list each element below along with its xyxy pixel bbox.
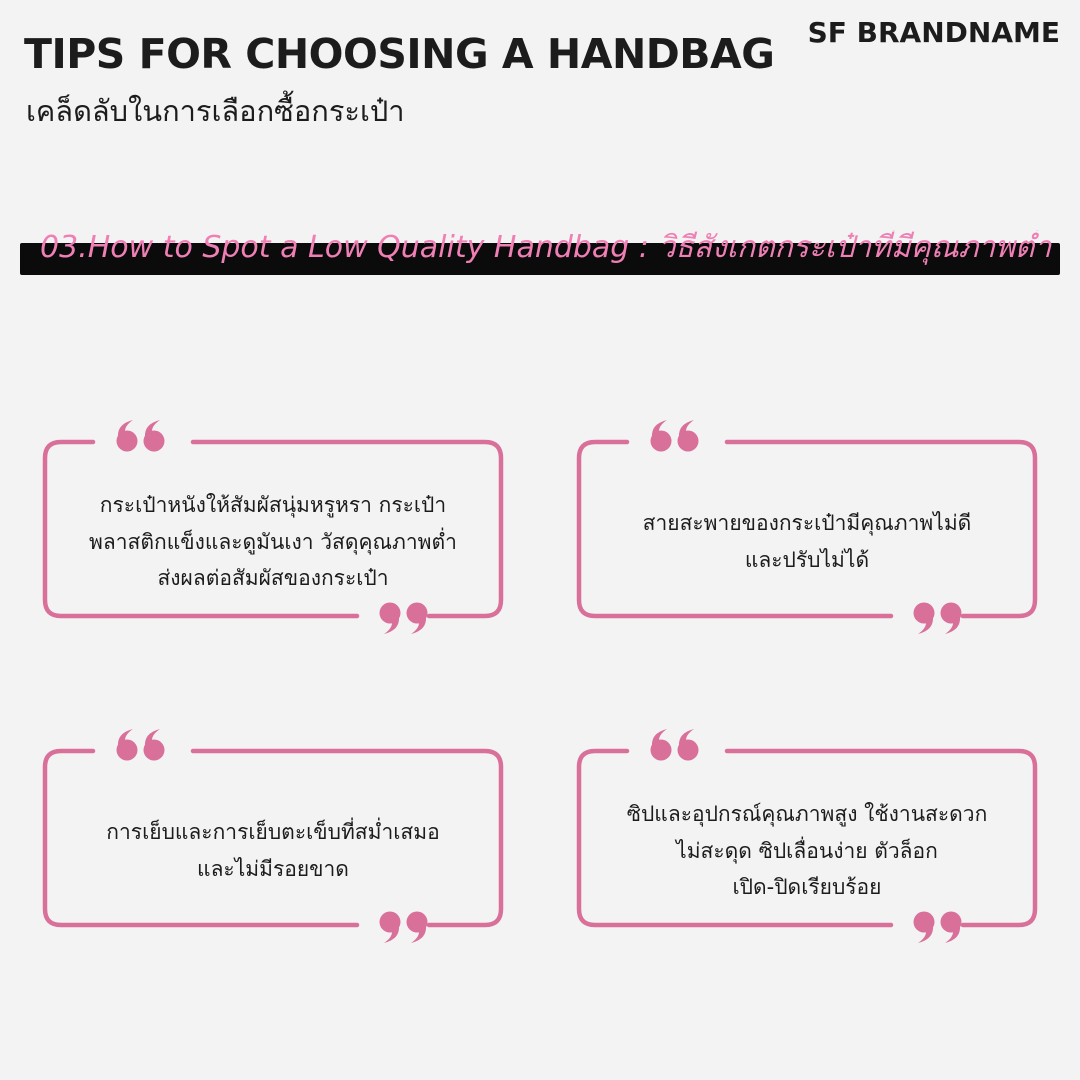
tip-card [45,729,539,931]
tip-text: สายสะพายของกระเป๋ามีคุณภาพไม่ดี และปรับไม่ได้ [642,511,972,572]
tip-text: กระเป๋าหนังให้สัมผัสนุ่มหรูหรา กระเป๋า พลาสติกแข็งและดูมันเงา วัสดุคุณภาพต่ำ ส่งผลต่อสัมผัสของกระเป๋า [89,492,457,591]
tip-text: การเย็บและการเย็บตะเข็บที่สม่ำเสมอ และไม่มีรอยขาด [106,820,440,881]
tip-card [45,420,539,622]
tip-card [579,420,1073,622]
tip-card [579,729,1073,931]
page-title: TIPS FOR CHOOSING A HANDBAG [24,30,775,78]
tip-text: ซิปและอุปกรณ์คุณภาพสูง ใช้งานสะดวก ไม่สะดุด ซิปเลื่อนง่าย ตัวล็อก เปิด-ปิดเรียบร้อย [626,801,988,900]
open-quote-icon [651,729,699,761]
open-quote-icon [651,420,699,452]
section-heading: 03.How to Spot a Low Quality Handbag : วิธีสังเกตกระเป๋าที่มีคุณภาพต่ำ [40,230,1052,265]
open-quote-icon [117,420,165,452]
brand-name: SF BRANDNAME [807,16,1060,49]
open-quote-icon [117,729,165,761]
page-subtitle: เคล็ดลับในการเลือกซื้อกระเป๋า [26,94,405,128]
